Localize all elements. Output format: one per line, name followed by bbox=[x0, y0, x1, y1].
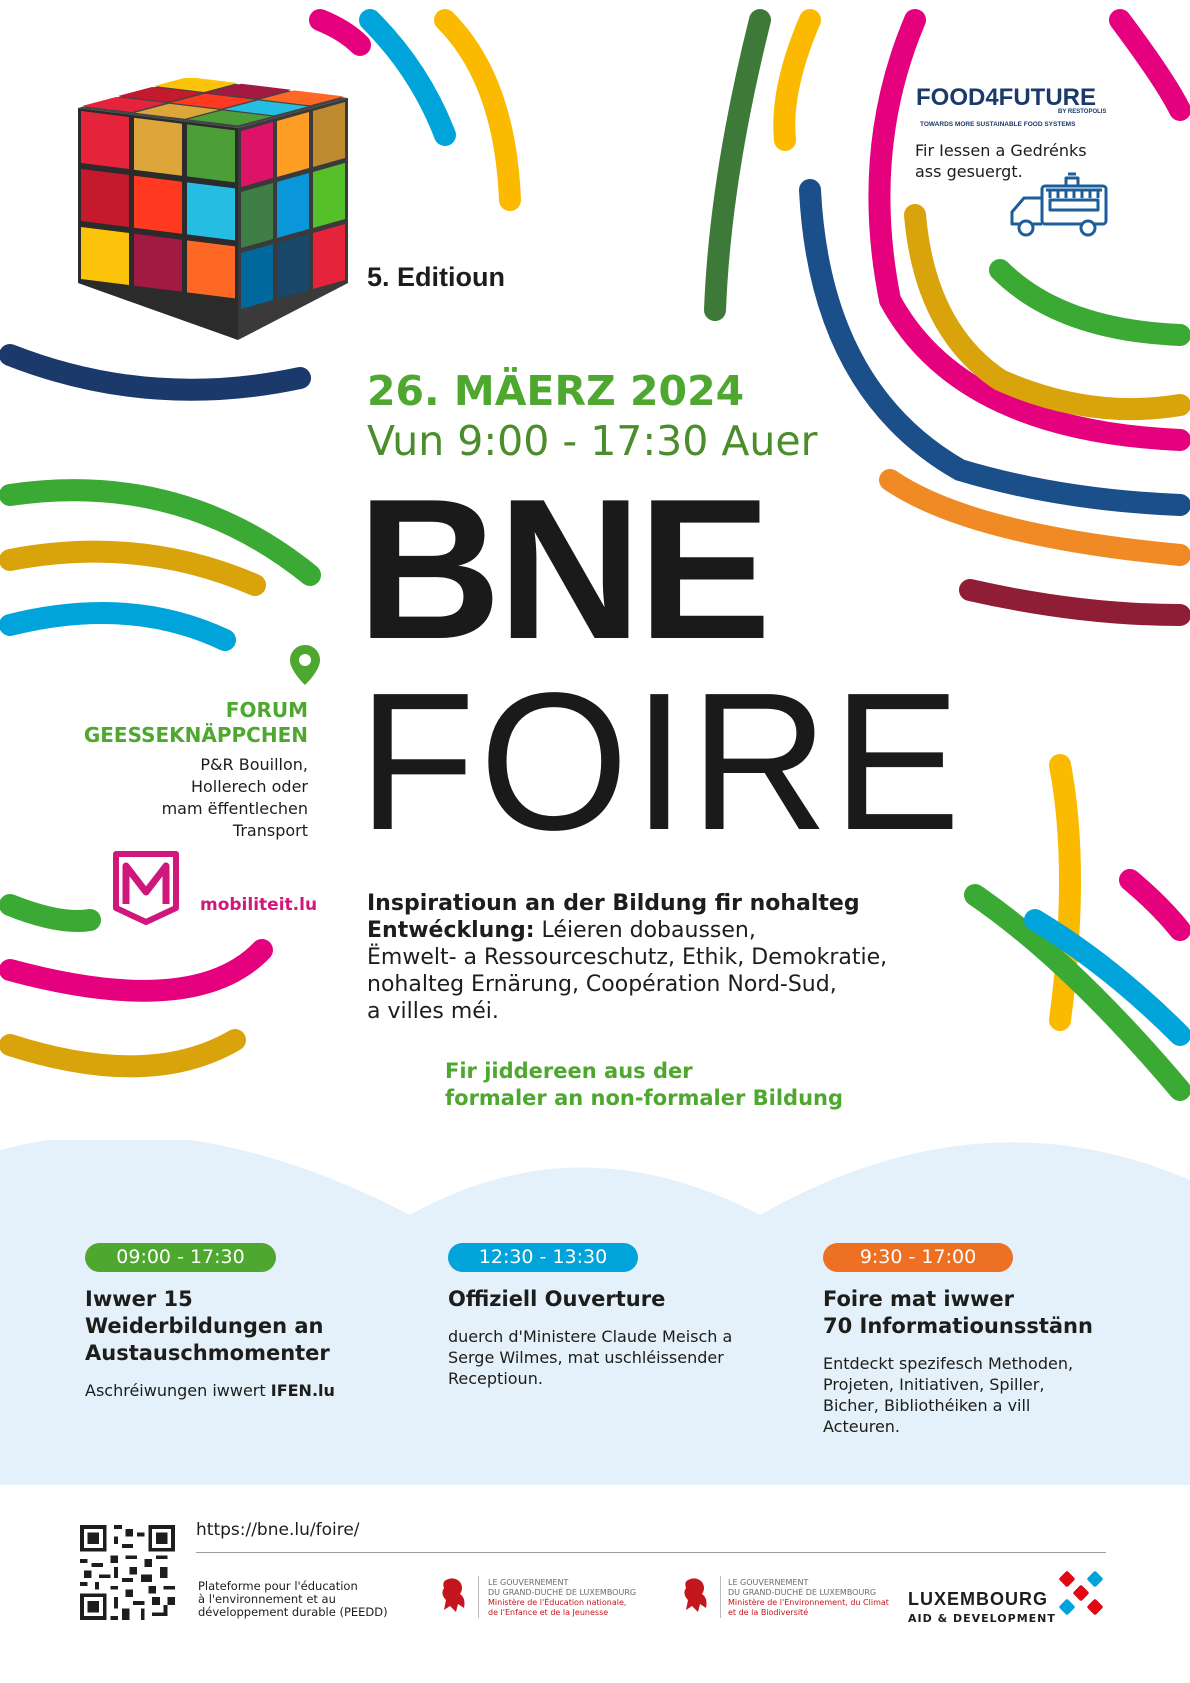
venue-address-line: Transport bbox=[232, 821, 308, 840]
program-text bbox=[823, 1353, 1093, 1437]
program-text-line: duerch d'Ministere Claude Meisch a bbox=[448, 1327, 733, 1346]
lion-crest-icon bbox=[680, 1574, 712, 1614]
peedd-line: développement durable (PEEDD) bbox=[198, 1605, 388, 1619]
footer-separator bbox=[720, 1576, 721, 1618]
target-line: formaler an non-formaler Bildung bbox=[445, 1086, 844, 1110]
footer-separator bbox=[478, 1576, 479, 1618]
venue-address-line: Hollerech oder bbox=[190, 777, 308, 796]
program-text bbox=[85, 1380, 335, 1401]
program-time-badge: 12:30 - 13:30 bbox=[448, 1243, 638, 1272]
arc bbox=[784, 20, 810, 140]
mobility-m-icon bbox=[112, 848, 182, 926]
arc bbox=[10, 905, 90, 921]
food4future-logo-tagline: TOWARDS MORE SUSTAINABLE FOOD SYSTEMS bbox=[920, 121, 1076, 128]
event-date: 26. MÄERZ 2024 bbox=[367, 367, 745, 415]
venue-address-line: P&R Bouillon, bbox=[200, 755, 308, 774]
gov-ministry-line: Ministère de l'Environnement, du Climat bbox=[728, 1598, 889, 1607]
venue-address bbox=[84, 754, 308, 842]
gov-ministry-line: de l'Enfance et de la Jeunesse bbox=[488, 1608, 609, 1617]
gov-ministry-line: et de la Biodiversité bbox=[728, 1608, 809, 1617]
lux-aid-x-icon bbox=[1055, 1567, 1107, 1619]
program-text bbox=[448, 1326, 732, 1389]
arc bbox=[320, 20, 360, 45]
description-line: Ëmwelt- a Ressourceschutz, Ethik, Demokratie, bbox=[367, 945, 888, 970]
gov-education-logo bbox=[488, 1578, 636, 1618]
arc bbox=[1120, 20, 1180, 110]
peedd-line: à l'environnement et au bbox=[198, 1592, 336, 1606]
program-item bbox=[85, 1286, 335, 1401]
venue-name-line2: GEESSEKNÄPPCHEN bbox=[83, 723, 308, 747]
program-text-prefix: Aschréiwungen iwwert bbox=[85, 1381, 271, 1400]
food4future-logo-by: BY RESTOPOLIS bbox=[1058, 109, 1106, 115]
gov-ministry-line: Ministère de l'Éducation nationale, bbox=[488, 1598, 627, 1607]
venue-address-line: mam ëffentlechen bbox=[161, 799, 308, 818]
website-link[interactable]: https://bne.lu/foire/ bbox=[196, 1520, 360, 1540]
arc bbox=[10, 613, 225, 640]
program-time-badge: 9:30 - 17:00 bbox=[823, 1243, 1013, 1272]
qr-code[interactable] bbox=[80, 1525, 175, 1620]
gov-environment-logo bbox=[728, 1578, 889, 1618]
program-item bbox=[823, 1286, 1093, 1437]
program-text-line: Acteuren. bbox=[823, 1417, 901, 1436]
arc bbox=[715, 20, 760, 310]
arc bbox=[1130, 880, 1180, 930]
target-audience bbox=[445, 1058, 843, 1112]
program-text-line: Entdeckt spezifesch Methoden, bbox=[823, 1354, 1074, 1373]
program-title-line: Austauschmomenter bbox=[85, 1341, 330, 1365]
program-text-line: Projeten, Initiativen, Spiller, bbox=[823, 1375, 1045, 1394]
program-text-line: Receptioun. bbox=[448, 1369, 543, 1388]
arc bbox=[10, 950, 262, 991]
program-title-line: Weiderbildungen an bbox=[85, 1314, 324, 1338]
mobility-link[interactable]: mobiliteit.lu bbox=[200, 895, 318, 915]
lux-aid-title: LUXEMBOURG bbox=[908, 1589, 1048, 1609]
venue-name-line1: FORUM bbox=[225, 698, 308, 722]
map-pin-icon bbox=[290, 645, 320, 685]
gov-line: DU GRAND-DUCHÉ DE LUXEMBOURG bbox=[488, 1588, 637, 1597]
program-item bbox=[448, 1286, 732, 1389]
arc bbox=[10, 1040, 235, 1066]
program-title-line: Iwwer 15 bbox=[85, 1287, 193, 1311]
description-line: Léieren dobaussen, bbox=[541, 918, 756, 943]
gov-line: LE GOUVERNEMENT bbox=[728, 1578, 809, 1587]
program-title-line: 70 Informatiounsstänn bbox=[823, 1314, 1093, 1338]
title-foire: FOIRE bbox=[358, 652, 965, 871]
program-text-line: Serge Wilmes, mat uschléissender bbox=[448, 1348, 724, 1367]
ifen-link[interactable]: IFEN.lu bbox=[270, 1381, 335, 1400]
arc bbox=[10, 552, 255, 585]
program-title-line: Foire mat iwwer bbox=[823, 1287, 1015, 1311]
arc bbox=[1000, 270, 1180, 335]
venue-block bbox=[84, 698, 308, 842]
arc bbox=[970, 590, 1180, 615]
peedd-text bbox=[198, 1580, 388, 1619]
edition-label: 5. Editioun bbox=[367, 262, 505, 292]
food4future-logo bbox=[916, 80, 1106, 132]
sdg-cube-image bbox=[78, 78, 348, 340]
program-title-line: Offiziell Ouverture bbox=[448, 1287, 666, 1311]
gov-line: DU GRAND-DUCHÉ DE LUXEMBOURG bbox=[728, 1588, 877, 1597]
food-info-line: ass gesuergt. bbox=[915, 162, 1023, 181]
description-line: nohalteg Ernärung, Coopération Nord-Sud, bbox=[367, 972, 837, 997]
title-bne: BNE bbox=[357, 458, 768, 681]
program-text-line: Bicher, Bibliothéiken a vill bbox=[823, 1396, 1031, 1415]
event-time: Vun 9:00 - 17:30 Auer bbox=[367, 417, 818, 465]
description-line: a villes méi. bbox=[367, 999, 499, 1024]
arc bbox=[445, 20, 510, 200]
footer-divider bbox=[196, 1552, 1106, 1553]
peedd-line: Plateforme pour l'éducation bbox=[198, 1579, 358, 1593]
arc bbox=[10, 355, 300, 390]
food4future-logo-text: FOOD4FUTURE bbox=[916, 84, 1096, 111]
lux-aid-subtitle: AID & DEVELOPMENT bbox=[908, 1612, 1056, 1625]
food-truck-icon bbox=[1006, 168, 1110, 240]
gov-line: LE GOUVERNEMENT bbox=[488, 1578, 569, 1587]
arc bbox=[810, 190, 1180, 505]
program-time-badge: 09:00 - 17:30 bbox=[85, 1243, 276, 1272]
arc bbox=[370, 20, 445, 135]
target-line: Fir jiddereen aus der bbox=[445, 1059, 693, 1083]
food-info-line: Fir Iessen a Gedrénks bbox=[915, 141, 1087, 160]
description-lead: Inspiratioun an der Bildung fir nohalteg Entwécklung: bbox=[367, 891, 860, 943]
event-description bbox=[367, 890, 987, 1025]
lion-crest-icon bbox=[438, 1574, 470, 1614]
